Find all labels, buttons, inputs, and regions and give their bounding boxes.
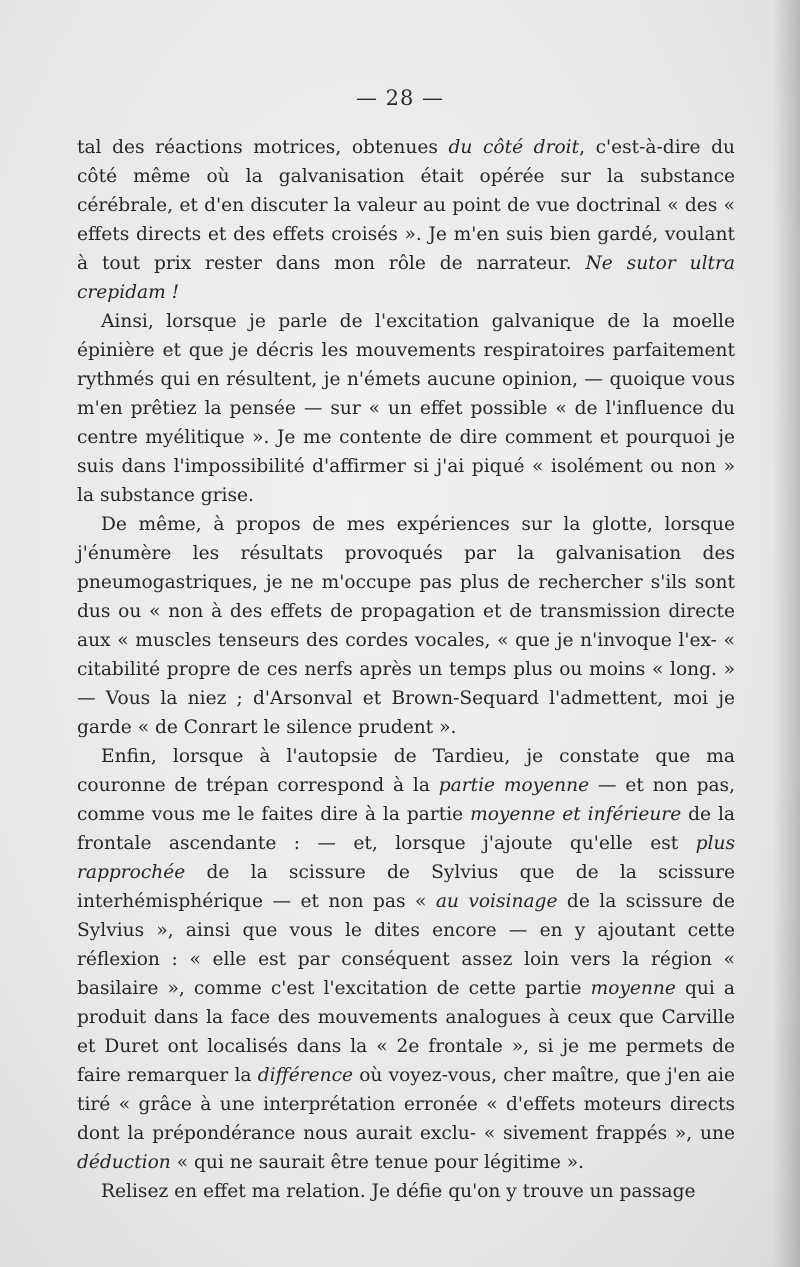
text-segment: De même, à propos de mes expériences sur la glotte, lorsque j'énumère les résultats provoqués par la galvanisation des pneumogastriques, je ne m'occupe pas plus de rechercher s'ils sont dus ou « non à des effets de propagation et de transmission directe aux « muscles tenseurs des cordes vocales, « que je n'invoque l'ex- « citabilité propre de ces nerfs après un temps plus ou moins « long. » — Vous la niez ; d'Arsonval et Brown-Sequard l'admettent, moi je garde « de Conrart le silence prudent ». [77, 514, 735, 738]
italic-text: plus rapprochée [77, 833, 735, 883]
paragraph [77, 1177, 735, 1206]
text-segment: Enfin, lorsque à l'autopsie de Tardieu, je constate que ma couronne de trépan correspond à la [77, 746, 735, 796]
paragraph [77, 133, 735, 307]
paragraph [77, 510, 735, 742]
italic-text: moyenne [590, 978, 676, 999]
italic-text: Ne sutor ultra crepidam ! [77, 253, 735, 303]
text-segment: tal des réactions motrices, obtenues [77, 137, 449, 158]
text-segment: de la scissure de Sylvius que de la scissure interhémisphérique — et non pas « [77, 862, 735, 912]
text-segment: où voyez-vous, cher maître, que j'en aie tiré « grâce à une interprétation erronée « d'effets moteurs directs dont la prépondérance nous aurait exclu- « sivement frappés », une [77, 1065, 736, 1144]
italic-text: différence [257, 1065, 354, 1086]
paragraph [77, 307, 735, 510]
italic-text: du côté droit [448, 137, 580, 158]
paragraph [77, 742, 735, 1177]
italic-text: partie moyenne [438, 775, 590, 796]
italic-text: moyenne et inférieure [470, 804, 682, 825]
text-segment: Ainsi, lorsque je parle de l'excitation galvanique de la moelle épinière et que je décris les mouvements respiratoires parfaitement rythmés qui en résultent, je n'émets aucune opinion, — quoique vous m'en prêtiez la pensée — sur « un effet possible « de l'influence du centre myélitique ». Je me contente de dire comment et pourquoi je suis dans l'impossibilité d'affirmer si j'ai piqué « isolément ou non » la substance grise. [77, 311, 735, 506]
italic-text: déduction [77, 1152, 171, 1173]
body-text [77, 133, 735, 1206]
text-segment: , c'est-à-dire du côté même où la galvanisation était opérée sur la substance cérébrale, et d'en discuter la valeur au point de vue doctrinal « des « effets directs et des effets croisés ». Je m'en suis bien gardé, voulant à tout prix rester dans mon rôle de narrateur. [77, 137, 736, 274]
text-segment: de la frontale ascendante : — et, lorsque j'ajoute qu'elle est [77, 804, 735, 854]
page-edge-shadow [772, 0, 800, 1267]
text-segment: — et non pas, comme vous me le faites dire à la partie [77, 775, 736, 825]
text-segment: qui a produit dans la face des mouvements analogues à ceux que Carville et Duret ont localisés dans la « 2e frontale », si je me permets de faire remarquer la [77, 978, 735, 1086]
text-segment: de la scissure de Sylvius », ainsi que vous le dites encore — en y ajoutant cette réflexion : « elle est par conséquent assez loin vers la région « basilaire », comme c'est l'excitation de cette partie [77, 891, 735, 999]
text-segment: Relisez en effet ma relation. Je défie qu'on y trouve un passage [101, 1181, 696, 1202]
text-segment: « qui ne saurait être tenue pour légitime ». [170, 1152, 585, 1173]
page-number: — 28 — [355, 86, 445, 110]
italic-text: au voisinage [435, 891, 558, 912]
